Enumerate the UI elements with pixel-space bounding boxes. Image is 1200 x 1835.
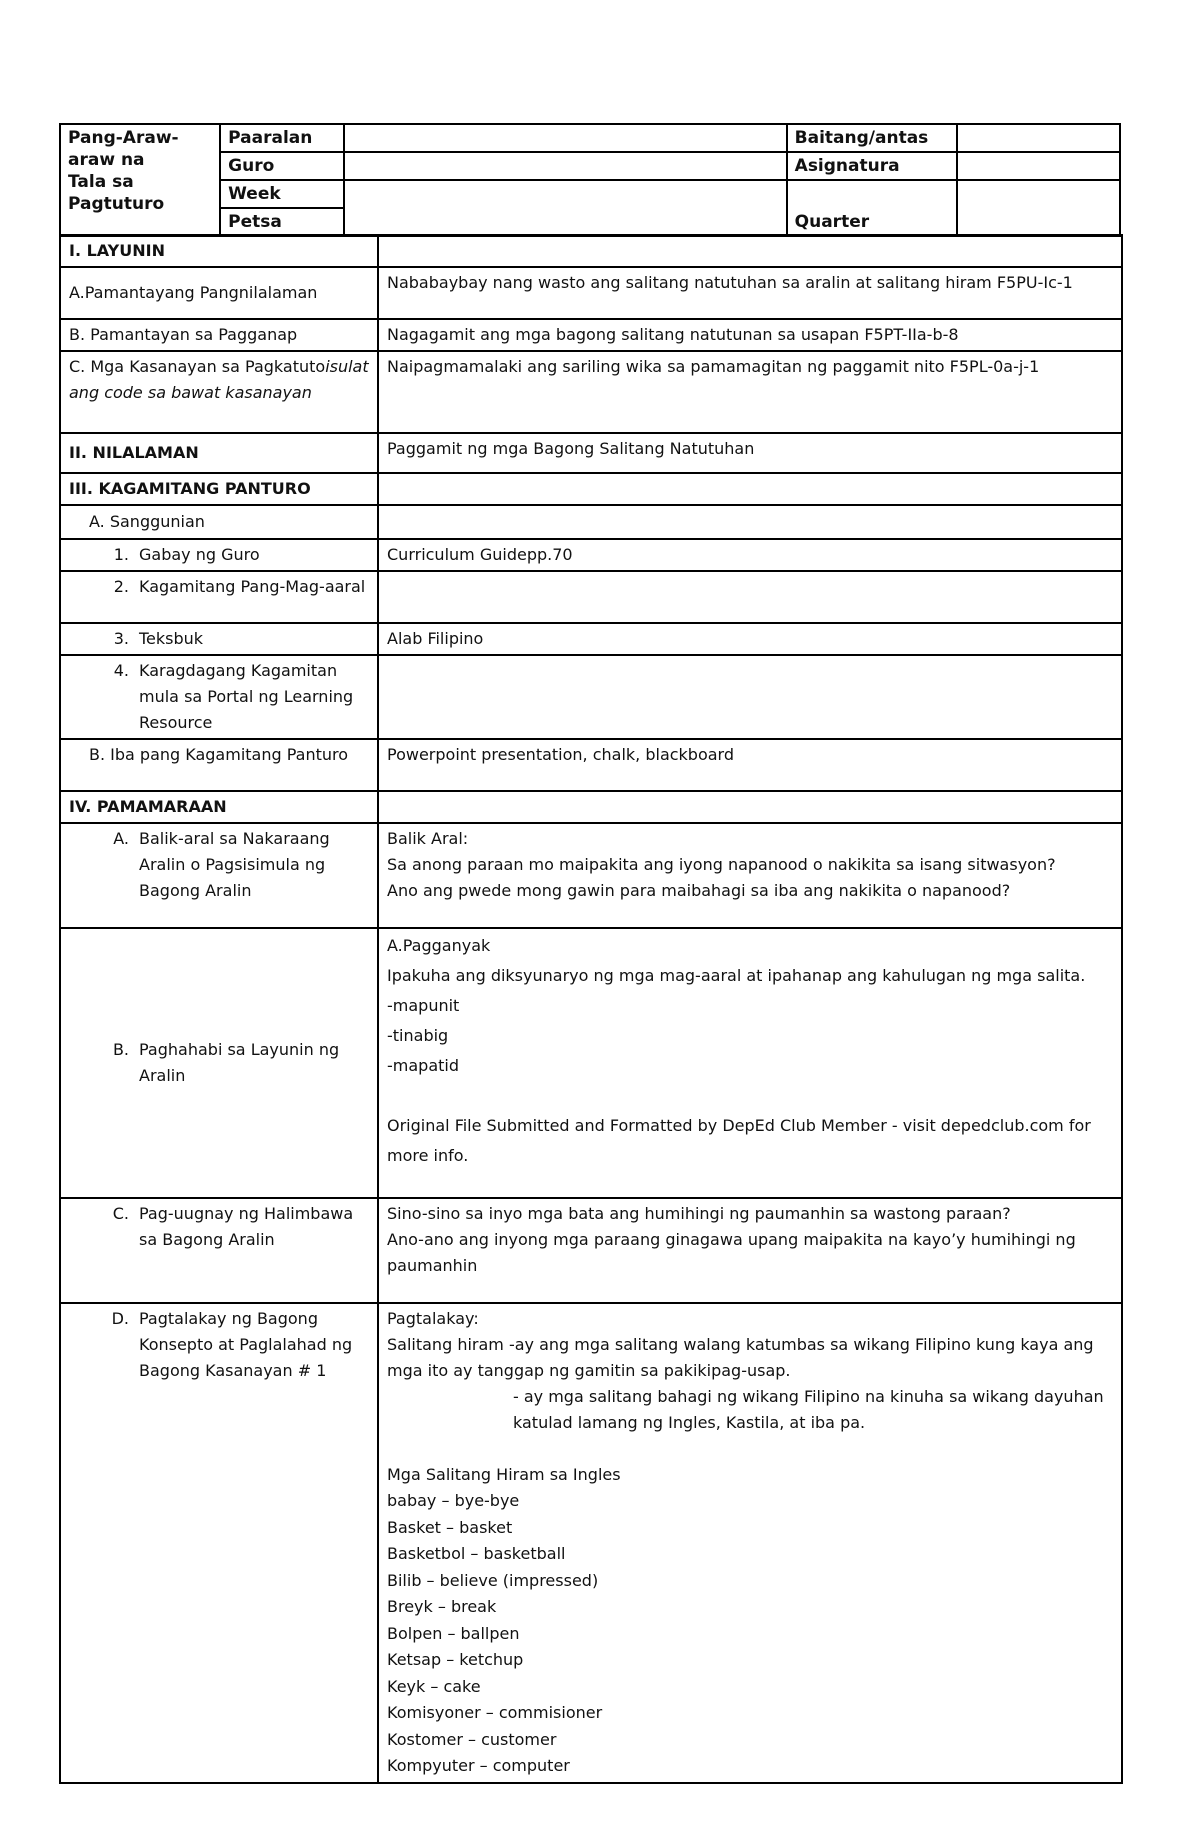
label-week: Week [220,180,344,208]
pamamaraan-value [378,791,1122,823]
section-nilalaman-heading: II. NILALAMAN [60,433,378,473]
list-item: Kompyuter – computer [387,1756,570,1775]
list-item: Breyk – break [387,1597,497,1616]
label-baitang: Baitang/antas [787,124,957,152]
label-guro: Guro [220,152,344,180]
sanggunian-value [378,505,1122,539]
label-quarter: Quarter [787,180,957,236]
header-table [59,123,1121,237]
main-table [59,234,1123,1784]
paghahabi-value: A.Pagganyak Ipakuha ang diksyunaryo ng mga mag-aaral at ipahanap ang kahulugan ng mga salita. -mapunit -tinabig -mapatid Original File Submitted and Formatted by DepEd Club Member - visit depedclub.com for more info. [378,928,1122,1198]
kagamitang-pang-mag-aaral-value [378,571,1122,623]
value-week-petsa [344,180,786,236]
section-layunin-heading: I. LAYUNIN [60,235,378,267]
gabay-ng-guro-value: Curriculum Guidepp.70 [378,539,1122,571]
label-asignatura: Asignatura [787,152,957,180]
list-item: Basketbol – basketball [387,1544,566,1563]
dll-title: Pang-Araw- araw na Tala sa Pagtuturo [60,124,220,236]
value-asignatura [957,152,1120,180]
list-item: Basket – basket [387,1517,513,1537]
value-guro [344,152,786,180]
deped-club-note: Original File Submitted and Formatted by DepEd Club Member - visit depedclub.com for more info. [387,1116,1091,1165]
section-kagamitan-heading: III. KAGAMITANG PANTURO [60,473,378,505]
teksbuk-value: Alab Filipino [378,623,1122,655]
list-item: Ketsap – ketchup [387,1650,524,1669]
paghahabi-label: B. Paghahabi sa Layunin ng Aralin [60,928,378,1198]
iba-pang-kagamitan-label: B. Iba pang Kagamitang Panturo [60,739,378,791]
label-paaralan: Paaralan [220,124,344,152]
kasanayan-value: Naipagmamalaki ang sariling wika sa pamamagitan ng paggamit nito F5PL-0a-j-1 [378,351,1122,433]
pamantayang-pangnilalaman-value: Nababaybay nang wasto ang salitang natutuhan sa aralin at salitang hiram F5PU-Ic-1 [378,267,1122,319]
list-item: Keyk – cake [387,1676,481,1696]
karagdagang-kagamitan-label: 4. Karagdagang Kagamitan mula sa Portal ng Learning Resource [60,655,378,739]
teksbuk-label: 3. Teksbuk [60,623,378,655]
list-item: Kostomer – customer [387,1729,557,1749]
list-item: Bolpen – ballpen [387,1623,520,1643]
value-baitang [957,124,1120,152]
sanggunian-label: A. Sanggunian [60,505,378,539]
list-item: Bilib – believe (impressed) [387,1570,599,1590]
karagdagang-kagamitan-value [378,655,1122,739]
kasanayan-label: C. Mga Kasanayan sa Pagkatutoisulat ang code sa bawat kasanayan [60,351,378,433]
section-pamamaraan-heading: IV. PAMAMARAAN [60,791,378,823]
kagamitan-value [378,473,1122,505]
pamantayang-pangnilalaman-label: A.Pamantayang Pangnilalaman [60,267,378,319]
pag-uugnay-value: Sino-sino sa inyo mga bata ang humihingi ng paumanhin sa wastong paraan? Ano-ano ang inyong mga paraang ginagawa upang maipakita na kayo’y humihingi ng paumanhin [378,1198,1122,1303]
list-item: babay – bye-bye [387,1491,520,1510]
balik-aral-label: A. Balik-aral sa Nakaraang Aralin o Pagsisimula ng Bagong Aralin [60,823,378,928]
nilalaman-value: Paggamit ng mga Bagong Salitang Natutuhan [378,433,1122,473]
pag-uugnay-label: C. Pag-uugnay ng Halimbawa sa Bagong Aralin [60,1198,378,1303]
pamantayan-sa-pagganap-label: B. Pamantayan sa Pagganap [60,319,378,351]
value-quarter [957,180,1120,236]
section-layunin-value [378,235,1122,267]
label-petsa: Petsa [220,208,344,236]
salitang-hiram-list [387,1488,1113,1780]
gabay-ng-guro-label: 1. Gabay ng Guro [60,539,378,571]
list-item: Komisyoner – commisioner [387,1703,603,1722]
pagtalakay-label: D. Pagtalakay ng Bagong Konsepto at Paglalahad ng Bagong Kasanayan # 1 [60,1303,378,1783]
pagtalakay-value: Pagtalakay: Salitang hiram -ay ang mga salitang walang katumbas sa wikang Filipino kung kaya ang mga ito ay tanggap ng gamitin sa pakikipag-usap. - ay mga salitang bahagi ng wikang Filipino na kinuha sa wikang dayuhan katulad lamang ng Ingles, Kastila, at iba pa. Mga Salitang Hiram sa Ingles babay – bye-bye Basket – basket Basketbol – basketball Bilib – believe (impressed) Breyk – break Bolpen – ballpen Ketsap – ketchup Keyk – cake Komisyoner – commisioner Kostomer – customer Kompyuter – computer [378,1303,1122,1783]
iba-pang-kagamitan-value: Powerpoint presentation, chalk, blackboard [378,739,1122,791]
balik-aral-value: Balik Aral: Sa anong paraan mo maipakita ang iyong napanood o nakikita sa isang sitwasyon? Ano ang pwede mong gawin para maibahagi sa iba ang nakikita o napanood? [378,823,1122,928]
kagamitang-pang-mag-aaral-label: 2. Kagamitang Pang-Mag-aaral [60,571,378,623]
pamantayan-sa-pagganap-value: Nagagamit ang mga bagong salitang natutunan sa usapan F5PT-IIa-b-8 [378,319,1122,351]
value-paaralan [344,124,786,152]
